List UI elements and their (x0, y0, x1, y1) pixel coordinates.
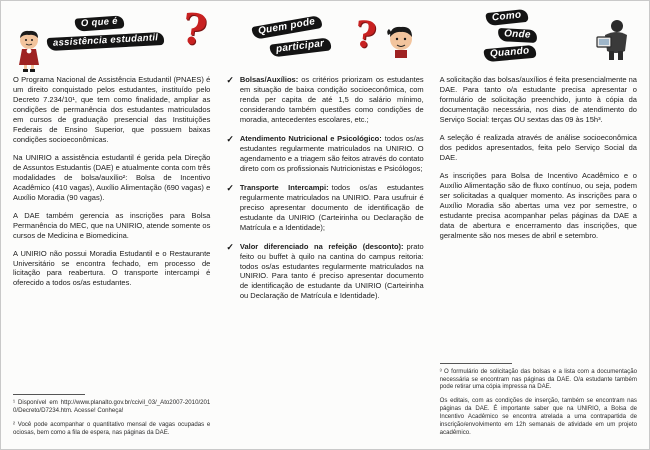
bullet-body: todos os/as estudantes regularmente matriculados na UNIRIO. O agendamento e a triagem são feitos através do contato direto com os profissionais Nutricionistas e Psicólogos; (239, 133, 424, 173)
check-icon: ✓ (226, 75, 234, 85)
bullet-atendimento (226, 134, 423, 174)
bullet-title: Transporte Intercampi: (239, 182, 329, 192)
header-banner-line2: assistência estudantil (47, 32, 165, 51)
bullet-body: todos os/as estudantes regularmente matriculados na UNIRIO. Para usufruir é preciso apresentar documento de identificação de estudante da UNIRIO (Carteirinha ou Declaração de Matrícula e a Identidade); (239, 182, 424, 232)
paragraph-moradia-ru: A UNIRIO não possui Moradia Estudantil e o Restaurante Universitário se encontra fechado, em processo de licitação para reabertura. O transporte intercampi é oferecido a todos os/as estudantes. (13, 248, 211, 288)
check-icon: ✓ (226, 182, 234, 193)
bullet-text (240, 183, 424, 233)
bullet-transporte (226, 183, 423, 233)
question-mark-icon: ? (178, 3, 210, 56)
panel-what-is (13, 3, 211, 443)
header-banner-quando: Quando (483, 45, 536, 62)
header-who-can-participate (226, 9, 423, 75)
header-what-is (13, 3, 210, 75)
paragraph-bolsa-permanencia: A DAE também gerencia as inscrições para Bolsa Permanência do MEC, que na UNIRIO, atende somente os cursos de Medicina e Biomedicina. (13, 210, 211, 240)
paragraph-unirio-dae: Na UNIRIO a assistência estudantil é gerida pela Direção de Assuntos Estudantis (DAE) e atualmente conta com três modalidades de bolsa/auxílio²: Bolsa de Incentivo Acadêmico (410 vagas), Auxílio Alimentação (690 vagas) e Auxílio Moradia (90 vagas). (13, 152, 211, 202)
paragraph-pnaes: O Programa Nacional de Assistência Estudantil (PNAES) é um direito conquistado pelos estudantes, instituído pelo Decreto 7.234/10¹, que tem como finalidade, ampliar as condições de permanência dos estudantes matriculados em cursos de graduação presencial das Instituições Federais de Ensino Superior, que possuem baixas condições socioeconômicas. (13, 75, 211, 144)
bullet-text (240, 75, 424, 125)
bullet-title: Valor diferenciado na refeição (desconto): (239, 241, 404, 251)
bullet-text (240, 134, 424, 174)
paragraph-inscricoes: As inscrições para Bolsa de Incentivo Acadêmico e o Auxílio Alimentação são de fluxo contínuo, ou seja, podem ser solicitadas a qualquer momento. As inscrições para o Auxílio Moradia são abertas uma vez por semestre, o estudante precisa acompanhar pelas páginas da DAE a data de abertura e encerramento das inscrições, que geralmente são nos meses de abril e setembro. (439, 170, 637, 240)
header-banner-line1: Quem pode (252, 15, 323, 40)
footnote-vagas: ² Você pode acompanhar o quantitativo mensal de vagas ocupadas e ociosas, bem como a fila de espera, nas páginas da DAE. (13, 421, 211, 437)
check-icon: ✓ (226, 133, 234, 144)
panel-who-can-participate (226, 9, 423, 443)
bullet-text (240, 242, 424, 302)
paragraph-solicitacao: A solicitação das bolsas/auxílios é feita presencialmente na DAE. Para tanto o/a estudante precisa apresentar o formulário de solicitação preenchido, junto à cópia da documentação necessária, nos dias de atendimento do Serviço Social: terças OU sextas das 09 às 15h³. (439, 75, 637, 124)
header-banner-line1: O que é (75, 15, 125, 31)
bullet-body: os critérios priorizam os estudantes em situação de baixa condição socioeconômica, com renda per capita de até 1,5 do salário mínimo, considerando também questões como condições de moradia, antecedentes escolares, etc.; (239, 75, 424, 124)
footnote-divider (13, 394, 85, 395)
header-banner-como: Como (485, 9, 528, 26)
header-banner-onde: Onde (497, 28, 536, 43)
header-how-where-when (440, 9, 637, 75)
panel-how-where-when (440, 9, 637, 443)
mafalda-illustration (15, 29, 43, 73)
footnote-divider (440, 363, 512, 364)
paragraph-selecao: A seleção é realizada através de análise socioeconômica dos pedidos apresentados, feita pelo Serviço Social da DAE. (439, 132, 637, 162)
mafalda-head-illustration (386, 23, 416, 59)
check-icon: ✓ (226, 241, 234, 252)
footnotes-col3 (440, 359, 637, 443)
footnote-formulario: ³ O formulário de solicitação das bolsas e a lista com a documentação necessária se encontram nas páginas da DAE. O/a estudante também pode retirar uma cópia impressa na DAE. (439, 367, 637, 391)
bullet-body: prato feito ou buffet à quilo na cantina do campus reitoria: todos os/as estudantes regularmente matriculados na UNIRIO. Para tanto é preciso apresentar documento de identificação de estudante da UNIRIO (Carteirinha ou Declaração de Matrícula e Identidade). (239, 241, 424, 301)
header-banner-line2: participar (270, 37, 332, 57)
character-illustration (591, 17, 631, 63)
footnotes-col1 (13, 390, 210, 443)
bullet-refeicao (226, 242, 423, 302)
question-mark-icon: ? (352, 13, 378, 57)
bullet-bolsas-auxilios (226, 75, 423, 125)
footnote-decreto-link: ¹ Disponível em http://www.planalto.gov.br/ccivil_03/_Ato2007-2010/2010/Decreto/D7234.htm. Acesse! Conheça! (13, 399, 211, 415)
bullet-title: Atendimento Nutricional e Psicológico: (239, 133, 382, 143)
bullet-title: Bolsas/Auxílios: (239, 75, 299, 84)
footnote-editais: Os editais, com as condições de inserção, também se encontram nas páginas da DAE. É importante saber que na UNIRIO, a Bolsa de Incentivo Acadêmico se encontra atrelada a uma contrapartida de inscrição/envolvimento em 12h semanais de atividade em um projeto acadêmico. (439, 397, 637, 437)
